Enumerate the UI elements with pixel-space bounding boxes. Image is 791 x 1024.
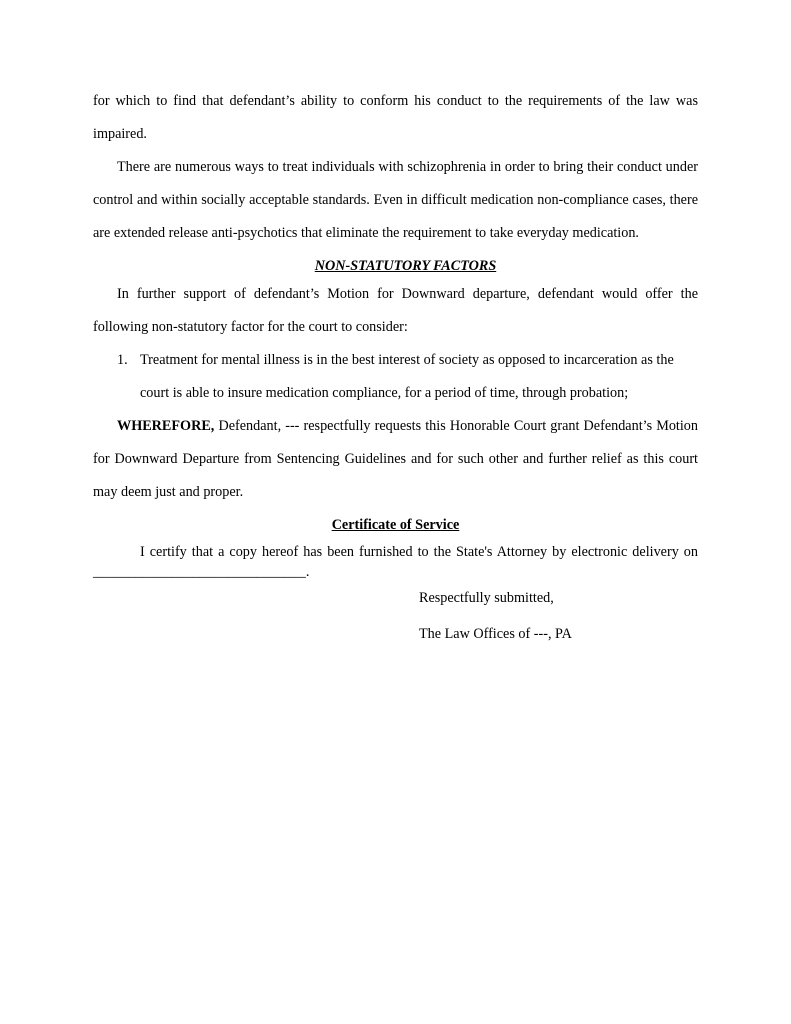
list-item-line1: Treatment for mental illness is in the best interest of society as opposed to incarceration as the — [140, 352, 674, 368]
section-heading: NON-STATUTORY FACTORS — [314, 258, 497, 274]
list-item-line2: court is able to insure medication compliance, for a period of time, through probation; — [140, 385, 629, 401]
wherefore-rest: Defendant, --- respectfully requests this Honorable Court grant Defendant’s Motion — [214, 418, 698, 434]
para3-line2: following non-statutory factor for the court to consider: — [93, 319, 408, 335]
closing-text: Respectfully submitted, — [419, 590, 554, 606]
para2-line1: There are numerous ways to treat individuals with schizophrenia in order to bring their conduct under — [117, 159, 698, 175]
para3-line1: In further support of defendant’s Motion for Downward departure, defendant would offer the — [117, 286, 698, 302]
list-item-number: 1. — [117, 352, 128, 368]
para1-line2: impaired. — [93, 126, 147, 142]
wherefore-line1 — [117, 417, 698, 435]
wherefore-bold: WHEREFORE, — [117, 418, 215, 434]
para2-line3: are extended release anti-psychotics that eliminate the requirement to take everyday medication. — [93, 225, 639, 241]
para2-line2: control and within socially acceptable standards. Even in difficult medication non-compliance cases, there — [93, 192, 698, 208]
wherefore-line3: may deem just and proper. — [93, 484, 244, 500]
certificate-blank-line: ______________________________. — [93, 564, 310, 580]
wherefore-line2: for Downward Departure from Sentencing Guidelines and for such other and further relief as this court — [93, 451, 698, 467]
certificate-line1: I certify that a copy hereof has been furnished to the State's Attorney by electronic delivery on — [140, 544, 698, 560]
firm-name: The Law Offices of ---, PA — [419, 626, 572, 642]
para1-line1: for which to find that defendant’s ability to conform his conduct to the requirements of the law was — [93, 93, 698, 109]
certificate-heading: Certificate of Service — [331, 517, 460, 533]
